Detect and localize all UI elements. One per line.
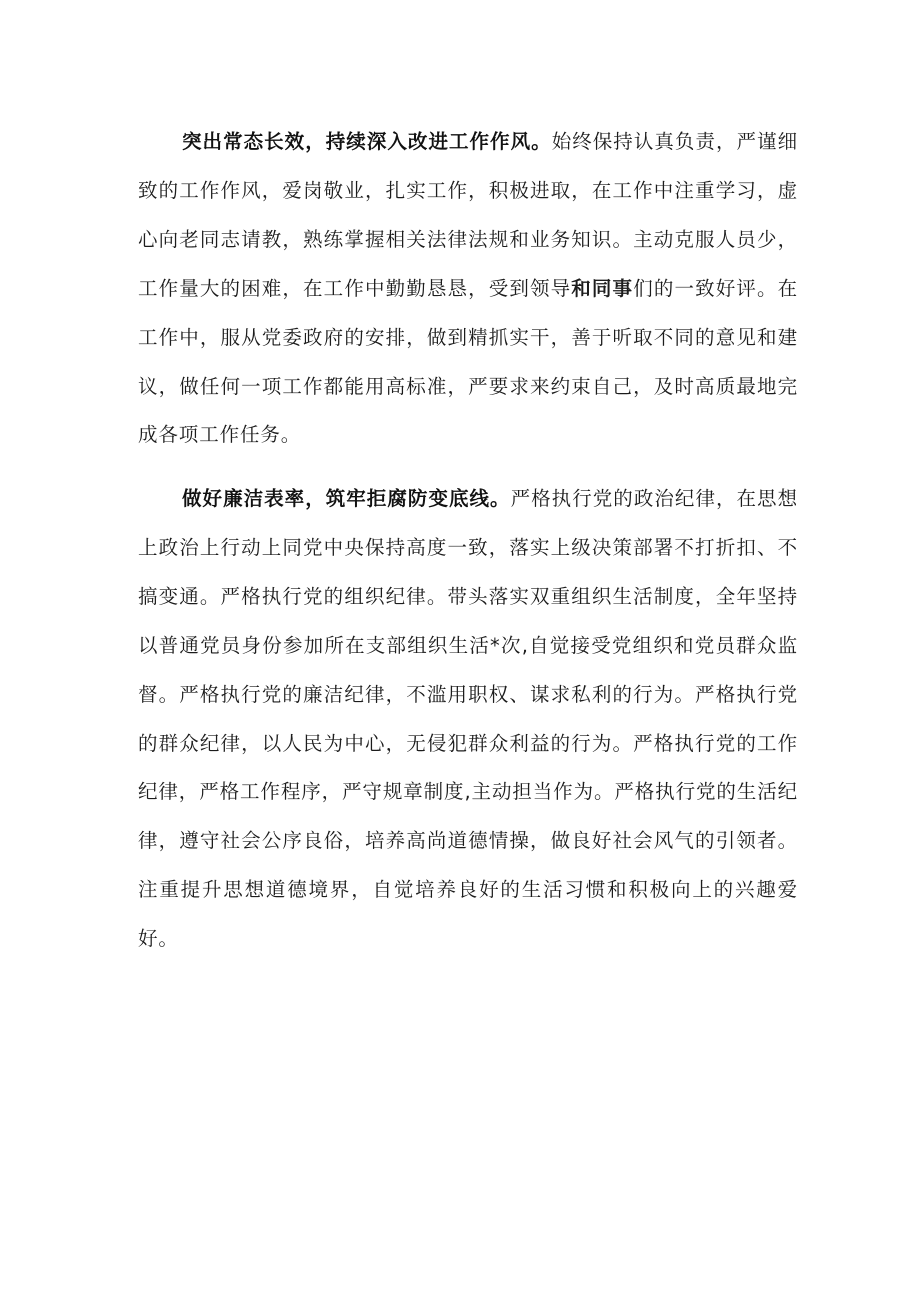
paragraph-body-text: 们的一致好评。在工作中，服从党委政府的安排，做到精抓实干，善于听取不同的意见和建议，做任何一项工作都能用高标准，严要求来约束自己，及时高质最地完成各项工作任务。 [138,276,799,447]
paragraph-bold-phrase: 和同事 [571,276,634,300]
paragraph-lead-heading: 突出常态长效，持续深入改进工作作风。 [182,130,552,153]
paragraph-body-text: 始终保持认真负责，严谨细致的工作作风，爱岗敬业，扎实工作，积极进取，在工作中注重学习，虚心向老同志请教，熟练掌握相关法律法规和业务知识。主动克服人员少，工作量大的困难，在工作中勤勤恳恳，受到领导 [138,130,798,300]
paragraph-work-style [138,118,798,460]
paragraph-integrity [138,475,798,964]
paragraph-body-text: 严格执行党的政治纪律，在思想上政治上行动上同党中央保持高度一致，落实上级决策部署不打折扣、不搞变通。严格执行党的组织纪律。带头落实双重组织生活制度，全年坚持以普通党员身份参加所在支部组织生活*次,自觉接受党组织和党员群众监督。严格执行党的廉洁纪律，不滥用职权、谋求私利的行为。严格执行党的群众纪律，以人民为中心，无侵犯群众利益的行为。严格执行党的工作纪律，严格工作程序，严守规章制度,主动担当作为。严格执行党的生活纪律，遵守社会公序良俗，培养高尚道德情操，做良好社会风气的引领者。注重提升思想道德境界，自觉培养良好的生活习惯和积极向上的兴趣爱好。 [138,487,798,951]
paragraph-lead-heading: 做好廉洁表率，筑牢拒腐防变底线。 [182,487,511,510]
